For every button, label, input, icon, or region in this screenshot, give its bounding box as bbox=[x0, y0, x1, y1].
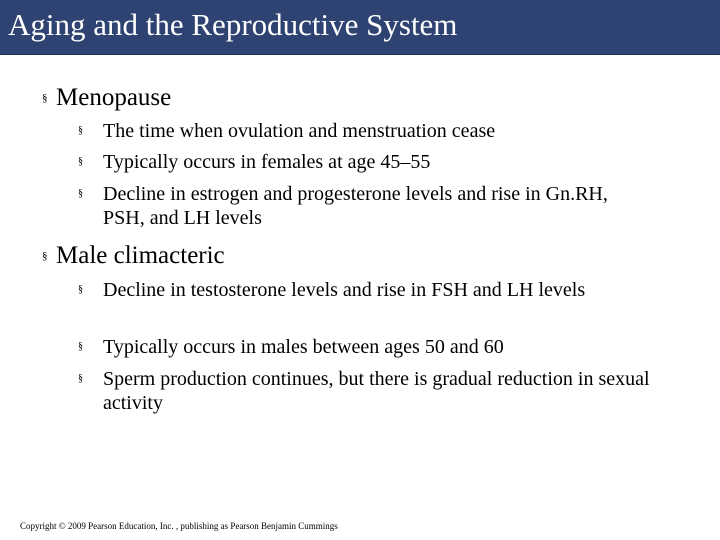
sub-bullet-text: Typically occurs in males between ages 50 and 60 bbox=[103, 336, 504, 358]
sub-bullet bbox=[78, 367, 668, 415]
sub-bullet-text: The time when ovulation and menstruation cease bbox=[103, 120, 496, 142]
sub-bullet bbox=[78, 119, 678, 143]
bullet-icon: § bbox=[42, 92, 48, 104]
bullet-menopause bbox=[42, 84, 171, 112]
sub-bullet bbox=[78, 150, 678, 174]
heading-male-climacteric: Male climacteric bbox=[56, 242, 225, 269]
bullet-icon: § bbox=[78, 156, 83, 167]
sub-bullet-text: Decline in testosterone levels and rise in FSH and LH levels bbox=[103, 279, 586, 301]
bullet-icon: § bbox=[42, 250, 48, 262]
copyright-footer: Copyright © 2009 Pearson Education, Inc. , publishing as Pearson Benjamin Cummings bbox=[20, 521, 338, 531]
bullet-icon: § bbox=[78, 373, 83, 384]
sub-bullet bbox=[78, 278, 623, 302]
bullet-icon: § bbox=[78, 125, 83, 136]
sub-bullet bbox=[78, 182, 623, 230]
sub-bullet-text: Typically occurs in females at age 45–55 bbox=[103, 151, 431, 173]
heading-menopause: Menopause bbox=[56, 84, 172, 111]
bullet-icon: § bbox=[78, 188, 83, 199]
sub-bullet-text: Sperm production continues, but there is gradual reduction in sexual activity bbox=[103, 368, 650, 414]
sub-bullet bbox=[78, 335, 678, 359]
bullet-icon: § bbox=[78, 341, 83, 352]
bullet-male-climacteric bbox=[42, 242, 225, 270]
slide-title: Aging and the Reproductive System bbox=[8, 7, 458, 42]
bullet-icon: § bbox=[78, 284, 83, 295]
sub-bullet-text: Decline in estrogen and progesterone levels and rise in Gn.RH, PSH, and LH levels bbox=[103, 183, 608, 229]
